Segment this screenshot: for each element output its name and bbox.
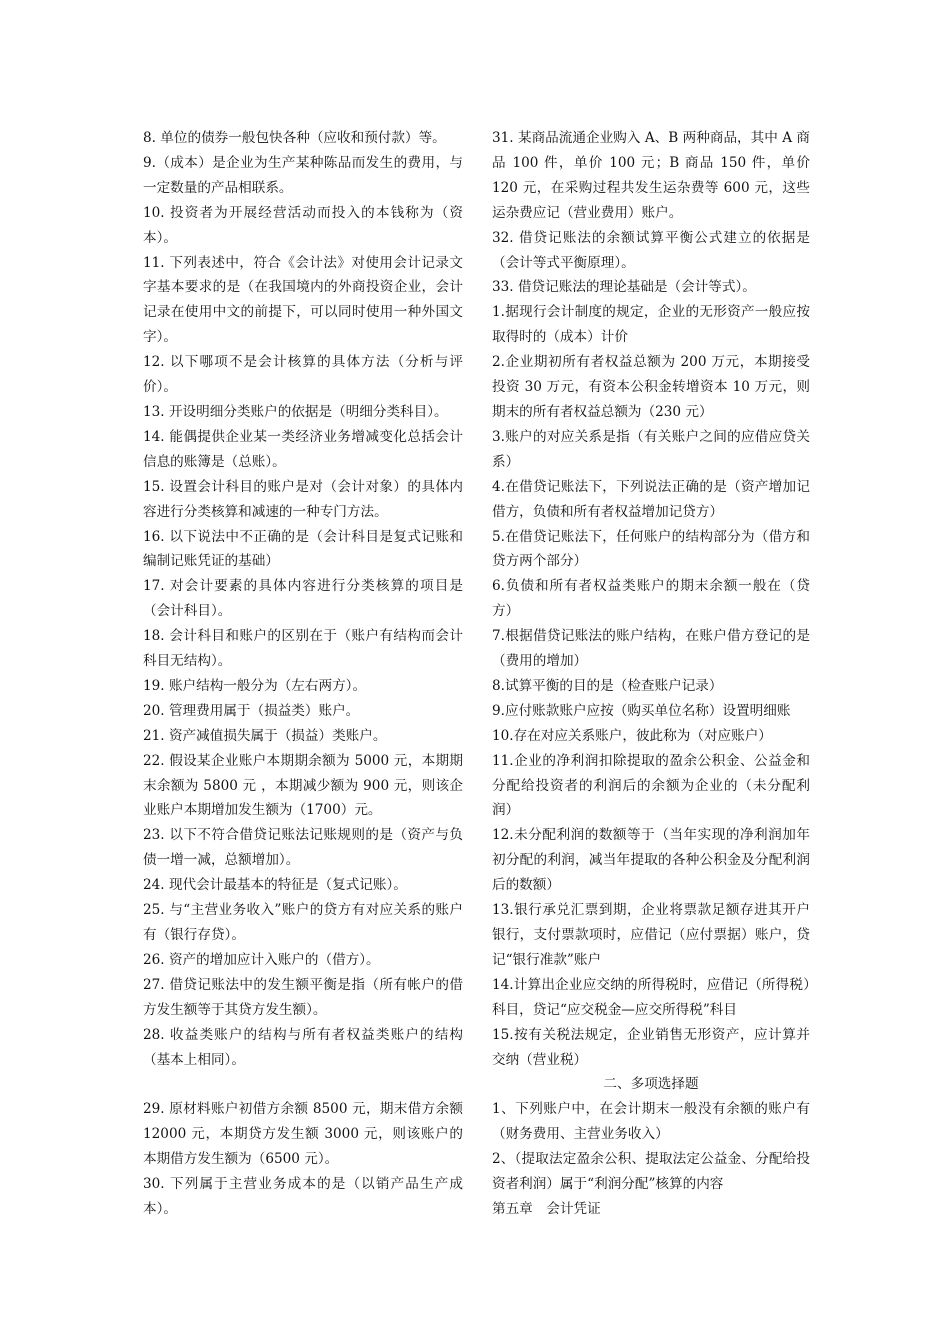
paragraph: 8.试算平衡的目的是（检查账户记录） bbox=[492, 677, 723, 694]
paragraph: 19. 账户结构一般分为（左右两方）。 bbox=[143, 677, 367, 694]
paragraph: 14.计算出企业应交纳的所得税时，应借记（所得税）科目，贷记“应交税金—应交所得税”科目 bbox=[492, 976, 810, 1018]
paragraph: 28. 收益类账户的结构与所有者权益类账户的结构（基本上相同）。 bbox=[143, 1026, 463, 1068]
paragraph: 1、下列账户中，在会计期末一般没有余额的账户有（财务费用、主营业务收入） bbox=[492, 1101, 810, 1143]
paragraph: 30. 下列属于主营业务成本的是（以销产品生产成本）。 bbox=[143, 1176, 463, 1217]
paragraph: 3.账户的对应关系是指（有关账户之间的应借应贷关系） bbox=[492, 428, 810, 470]
paragraph: 15. 设置会计科目的账户是对（会计对象）的具体内容进行分类核算和减速的一种专门方法。 bbox=[143, 478, 463, 520]
paragraph: 32. 借贷记账法的余额试算平衡公式建立的依据是（会计等式平衡原理）。 bbox=[492, 229, 810, 271]
paragraph: 2、（提取法定盈余公积、提取法定公益金、分配给投资者利润）属于“利润分配”核算的内容 bbox=[492, 1151, 810, 1193]
paragraph: 1.据现行会计制度的规定，企业的无形资产一般应按取得时的（成本）计价 bbox=[492, 304, 810, 346]
paragraph: 27. 借贷记账法中的发生额平衡是指（所有帐户的借方发生额等于其贷方发生额）。 bbox=[143, 976, 463, 1018]
paragraph: 15.按有关税法规定，企业销售无形资产，应计算并交纳（营业税） bbox=[492, 1026, 810, 1068]
paragraph: 11.企业的净利润扣除提取的盈余公积金、公益金和分配给投资者的利润后的余额为企业的（未分配利润） bbox=[492, 752, 810, 819]
paragraph: 4.在借贷记账法下，下列说法正确的是（资产增加记借方，负债和所有者权益增加记贷方） bbox=[492, 478, 810, 520]
paragraph: 17. 对会计要素的具体内容进行分类核算的项目是（会计科目）。 bbox=[143, 578, 463, 620]
paragraph: 13.银行承兑汇票到期，企业将票款足额存进其开户银行，支付票款项时，应借记（应付票据）账户，贷记“银行准款”账户 bbox=[492, 902, 810, 968]
paragraph: 20. 管理费用属于（损益类）账户。 bbox=[143, 702, 360, 719]
paragraph: 29. 原材料账户初借方余额 8500 元，期末借方余额 12000 元，本期贷方发生额 3000 元，则该账户的本期借方发生额为（6500 元）。 bbox=[143, 1101, 463, 1168]
paragraph: 10.存在对应关系账户，彼此称为（对应账户） bbox=[492, 727, 772, 744]
paragraph: 7.根据借贷记账法的账户结构，在账户借方登记的是（费用的增加） bbox=[492, 628, 810, 670]
paragraph: 18. 会计科目和账户的区别在于（账户有结构而会计科目无结构）。 bbox=[143, 628, 463, 670]
right-column bbox=[492, 126, 810, 1222]
section-heading: 二、多项选择题 bbox=[603, 1076, 699, 1093]
paragraph: 31. 某商品流通企业购入 A、B 两种商品，其中 A 商品 100 件，单价 100 元；B 商品 150 件，单价 120 元，在采购过程共发生运杂费等 600 元，这些运杂费应记（营业费用）账户。 bbox=[492, 130, 810, 221]
paragraph: 12. 以下哪项不是会计核算的具体方法（分析与评价）。 bbox=[143, 354, 463, 396]
paragraph: 8. 单位的债券一般包快各种（应收和预付款）等。 bbox=[143, 130, 446, 146]
paragraph: 13. 开设明细分类账户的依据是（明细分类科目）。 bbox=[143, 403, 448, 420]
paragraph: 6.负债和所有者权益类账户的期末余额一般在（贷方） bbox=[492, 578, 810, 620]
paragraph: 11. 下列表述中，符合《会计法》对使用会计记录文字基本要求的是（在我国境内的外商投资企业，会计记录在使用中文的前提下，可以同时使用一种外国文字）。 bbox=[143, 254, 463, 346]
paragraph: 26. 资产的增加应计入账户的（借方）。 bbox=[143, 951, 380, 968]
paragraph: 25. 与“主营业务收入”账户的贷方有对应关系的账户有（银行存贷）。 bbox=[143, 902, 463, 943]
paragraph: 5.在借贷记账法下，任何账户的结构部分为（借方和贷方两个部分） bbox=[492, 528, 810, 570]
left-column bbox=[143, 126, 463, 1222]
paragraph: 24. 现代会计最基本的特征是（复式记账）。 bbox=[143, 877, 407, 894]
paragraph: 2.企业期初所有者权益总额为 200 万元，本期接受投资 30 万元，有资本公积金转增资本 10 万元，则期末的所有者权益总额为（230 元） bbox=[492, 354, 810, 420]
blank-line bbox=[143, 1072, 463, 1097]
chapter-heading: 第五章 会计凭证 bbox=[492, 1200, 601, 1217]
paragraph: 22. 假设某企业账户本期期余额为 5000 元，本期期末余额为 5800 元 ，本期减少额为 900 元，则该企业账户本期增加发生额为（1700）元。 bbox=[143, 752, 463, 819]
paragraph: 33. 借贷记账法的理论基础是（会计等式）。 bbox=[492, 279, 756, 296]
paragraph: 12.未分配利润的数额等于（当年实现的净利润加年初分配的利润，减当年提取的各种公积金及分配利润后的数额） bbox=[492, 827, 810, 894]
paragraph: 14. 能偶提供企业某一类经济业务增减变化总括会计信息的账簿是（总账）。 bbox=[143, 428, 463, 470]
paragraph: 9.（成本）是企业为生产某种陈品而发生的费用，与一定数量的产品相联系。 bbox=[143, 154, 463, 196]
paragraph: 10. 投资者为开展经营活动而投入的本钱称为（资本）。 bbox=[143, 204, 463, 246]
paragraph: 23. 以下不符合借贷记账法记账规则的是（资产与负债一增一减，总额增加）。 bbox=[143, 827, 463, 869]
paragraph: 9.应付账款账户应按（购买单位名称）设置明细账 bbox=[492, 702, 791, 719]
paragraph: 16. 以下说法中不正确的是（会计科目是复式记账和编制记账凭证的基础） bbox=[143, 528, 463, 570]
paragraph: 21. 资产减值损失属于（损益）类账户。 bbox=[143, 727, 387, 744]
